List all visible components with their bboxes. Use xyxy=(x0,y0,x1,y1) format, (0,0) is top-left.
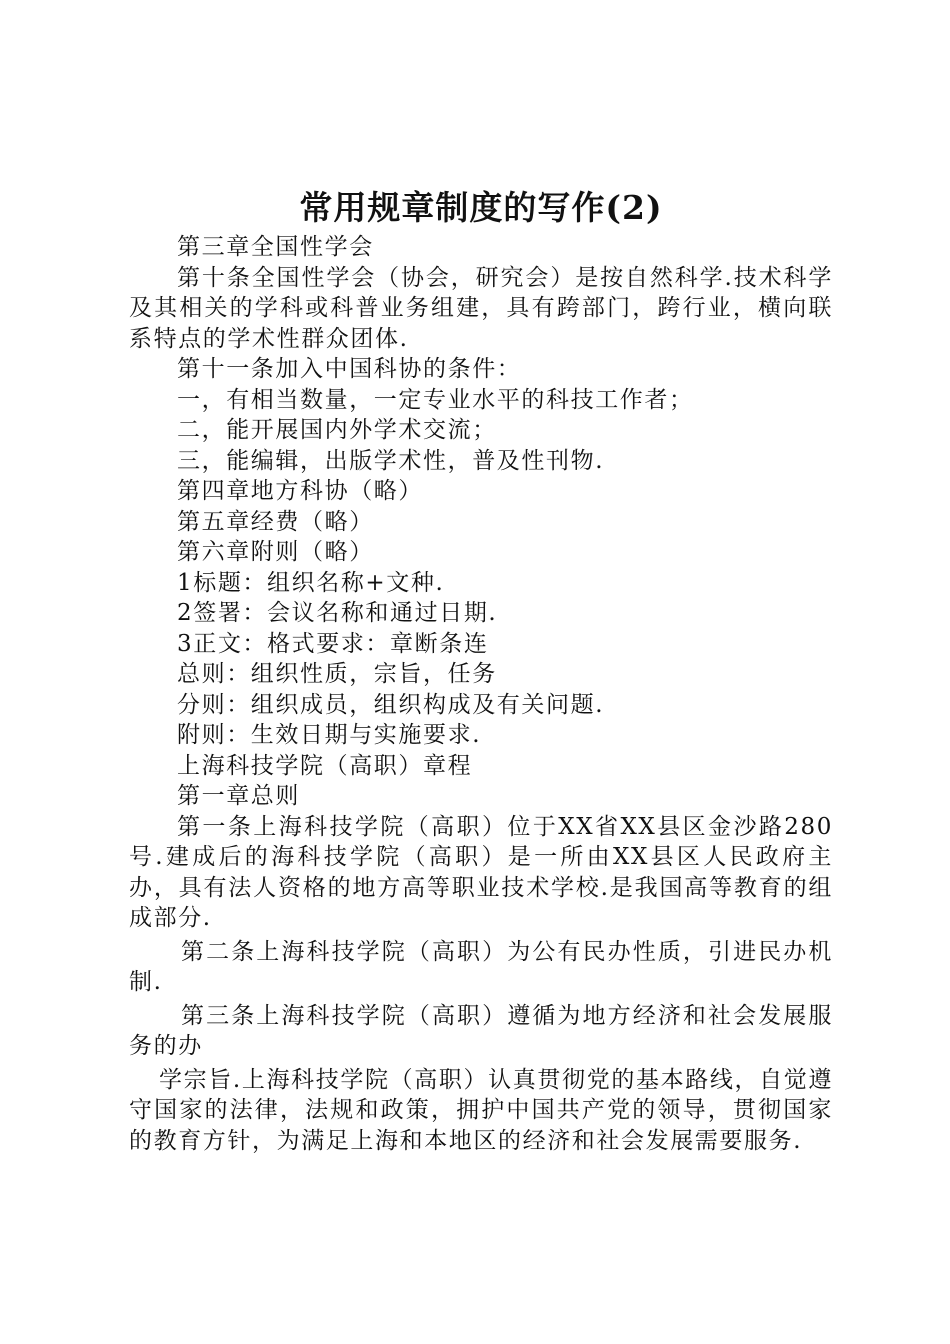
paragraph-point-title: 1标题：组织名称+文种. xyxy=(177,569,445,596)
paragraph-chapter-5: 第五章经费（略） xyxy=(177,508,374,535)
paragraph-charter-chapter-1: 第一章总则 xyxy=(177,783,300,809)
paragraph-charter-article-2: 第二条上海科技学院（高职）为公有民办性质，引进民办机制. xyxy=(129,938,833,995)
paragraph-condition-1: 一，有相当数量，一定专业水平的科技工作者； xyxy=(177,386,694,413)
paragraph-charter-article-1: 第一条上海科技学院（高职）位于XX省XX县区金沙路280号.建成后的海科技学院（高职）是一所由XX县区人民政府主办，具有法人资格的地方高等职业技术学校.是我国高等教育的组成部分. xyxy=(129,813,833,931)
paragraph-chapter-6: 第六章附则（略） xyxy=(177,539,374,565)
paragraph-charter-heading: 上海科技学院（高职）章程 xyxy=(177,752,473,779)
paragraph-point-signature: 2签署：会议名称和通过日期. xyxy=(177,600,498,626)
document-title: 常用规章制度的写作(2) xyxy=(299,188,663,227)
paragraph-charter-article-3-continued: 学宗旨.上海科技学院（高职）认真贯彻党的基本路线，自觉遵守国家的法律，法规和政策，拥护中国共产党的领导，贯彻国家的教育方针，为满足上海和本地区的经济和社会发展需要服务. xyxy=(129,1066,833,1154)
paragraph-supplementary-rules: 附则：生效日期与实施要求. xyxy=(177,722,482,748)
paragraph-charter-article-3: 第三条上海科技学院（高职）遵循为地方经济和社会发展服务的办 xyxy=(129,1002,833,1059)
paragraph-specific-rules: 分则：组织成员，组织构成及有关问题. xyxy=(177,691,605,718)
paragraph-general-rules: 总则：组织性质，宗旨，任务 xyxy=(177,661,497,687)
paragraph-point-body: 3正文：格式要求：章断条连 xyxy=(177,630,489,657)
paragraph-chapter-3: 第三章全国性学会 xyxy=(177,234,374,260)
paragraph-article-10: 第十条全国性学会（协会，研究会）是按自然科学.技术科学及其相关的学科或科普业务组建，具有跨部门，跨行业，横向联系特点的学术性群众团体. xyxy=(129,264,833,352)
paragraph-condition-3: 三，能编辑，出版学术性，普及性刊物. xyxy=(177,447,605,474)
paragraph-chapter-4: 第四章地方科协（略） xyxy=(177,478,423,504)
paragraph-condition-2: 二，能开展国内外学术交流； xyxy=(177,417,497,443)
paragraph-article-11: 第十一条加入中国科协的条件： xyxy=(177,356,522,382)
document-page xyxy=(129,186,833,1156)
